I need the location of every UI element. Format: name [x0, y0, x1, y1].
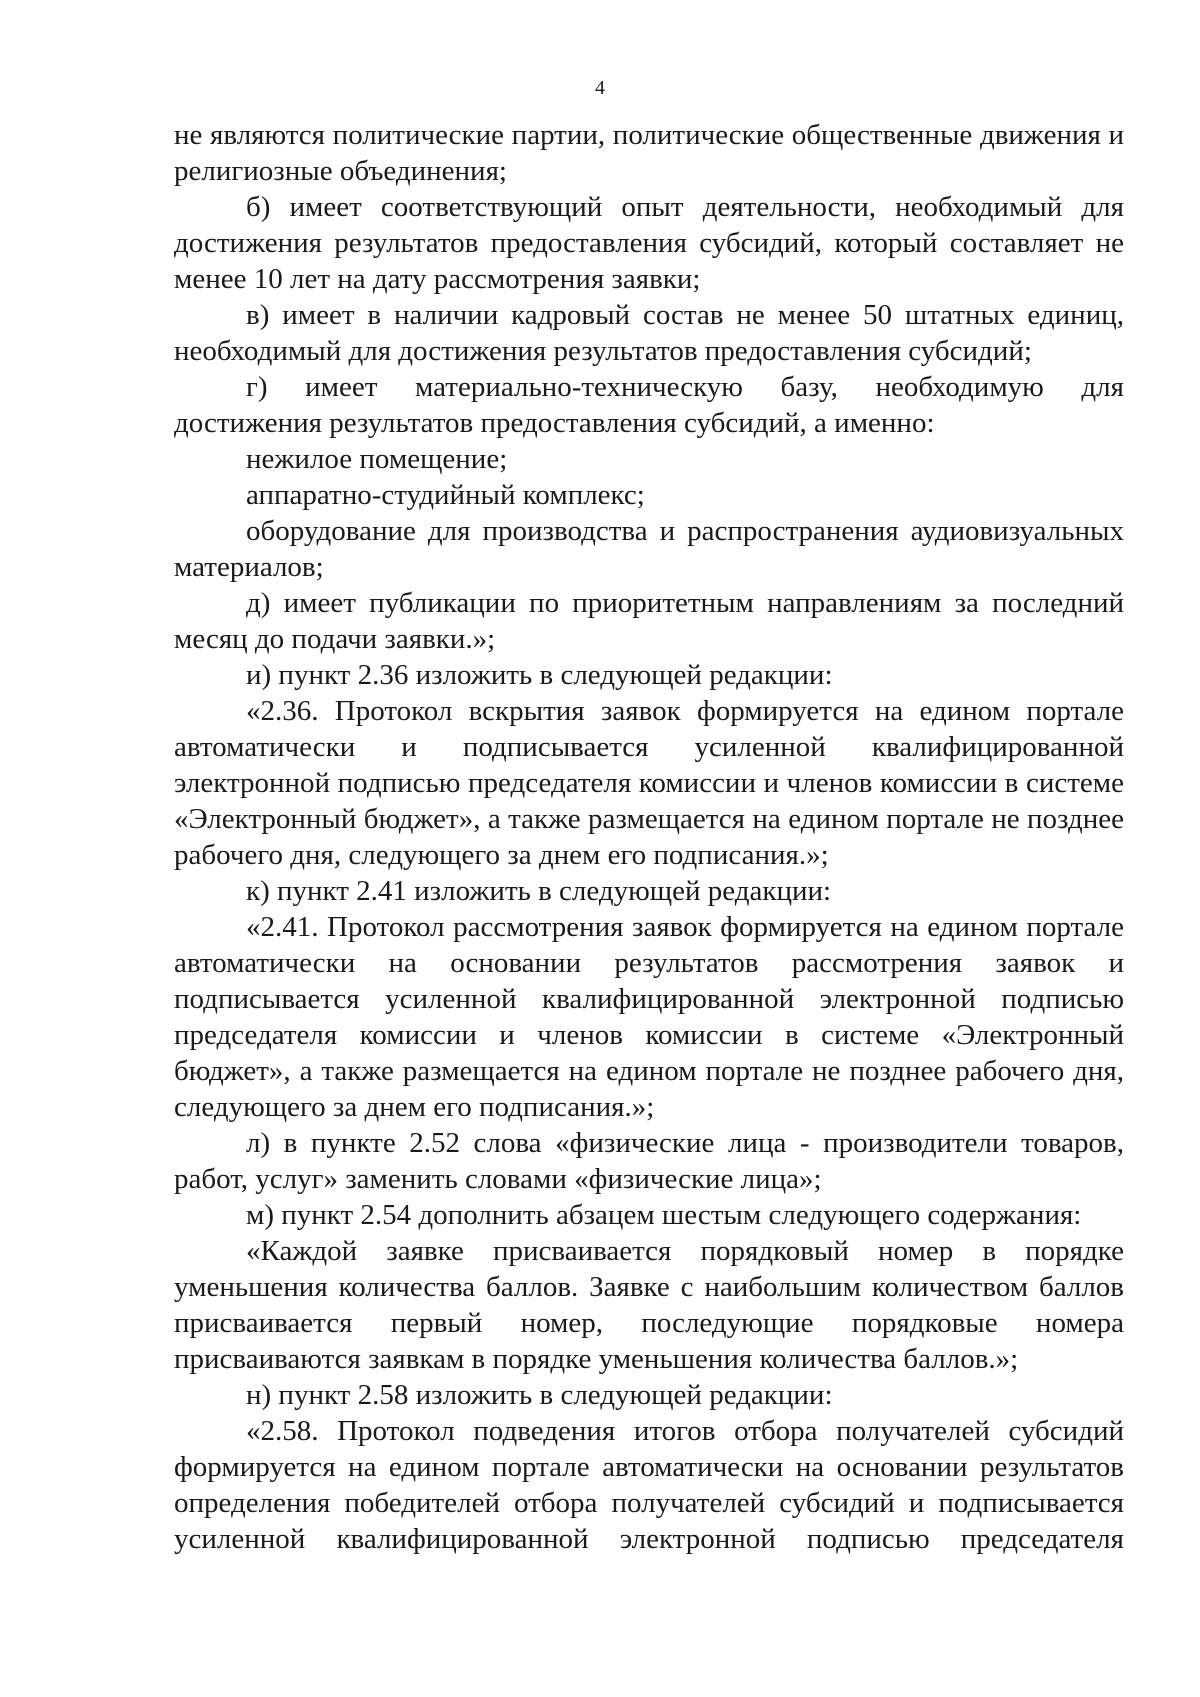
paragraph: л) в пункте 2.52 слова «физические лица - производители товаров, работ, услуг» заменить словами «физические лица»;	[174, 1127, 1124, 1195]
paragraph: в) имеет в наличии кадровый состав не менее 50 штатных единиц, необходимый для достижения результатов предоставления субсидий;	[174, 299, 1124, 367]
paragraph: д) имеет публикации по приоритетным направлениям за последний месяц до подачи заявки.»;	[174, 587, 1124, 655]
paragraph: б) имеет соответствующий опыт деятельности, необходимый для достижения результатов предоставления субсидий, который составляет не менее 10 лет на дату рассмотрения заявки;	[174, 191, 1124, 295]
document-body	[174, 117, 1124, 1557]
paragraph: нежилое помещение;	[246, 443, 508, 475]
paragraph: «2.36. Протокол вскрытия заявок формируется на едином портале автоматически и подписывается усиленной квалифицированной электронной подписью председателя комиссии и членов комиссии в системе «Электронный бюджет», а также размещается на едином портале не позднее рабочего дня, следующего за днем его подписания.»;	[174, 695, 1124, 871]
paragraph: «Каждой заявке присваивается порядковый номер в порядке уменьшения количества баллов. Заявке с наибольшим количеством баллов присваивается первый номер, последующие порядковые номера присваиваются заявкам в порядке уменьшения количества баллов.»;	[174, 1235, 1124, 1375]
paragraph: г) имеет материально-техническую базу, необходимую для достижения результатов предоставления субсидий, а именно:	[174, 371, 1124, 439]
page-number: 4	[595, 77, 605, 99]
paragraph: не являются политические партии, политические общественные движения и религиозные объединения;	[174, 119, 1124, 187]
paragraph: к) пункт 2.41 изложить в следующей редакции:	[246, 875, 832, 907]
paragraph: аппаратно-студийный комплекс;	[246, 479, 645, 511]
paragraph: и) пункт 2.36 изложить в следующей редакции:	[246, 659, 833, 691]
paragraph: оборудование для производства и распространения аудиовизуальных материалов;	[174, 515, 1124, 583]
paragraph: м) пункт 2.54 дополнить абзацем шестым следующего содержания:	[246, 1199, 1082, 1231]
paragraph: «2.58. Протокол подведения итогов отбора получателей субсидий формируется на едином портале автоматически на основании результатов определения победителей отбора получателей субсидий и подписывается усиленной квалифицированной электронной подписью председателя	[174, 1415, 1124, 1555]
paragraph: «2.41. Протокол рассмотрения заявок формируется на едином портале автоматически на основании результатов рассмотрения заявок и подписывается усиленной квалифицированной электронной подписью председателя комиссии и членов комиссии в системе «Электронный бюджет», а также размещается на едином портале не позднее рабочего дня, следующего за днем его подписания.»;	[174, 911, 1124, 1123]
paragraph: н) пункт 2.58 изложить в следующей редакции:	[246, 1379, 833, 1411]
